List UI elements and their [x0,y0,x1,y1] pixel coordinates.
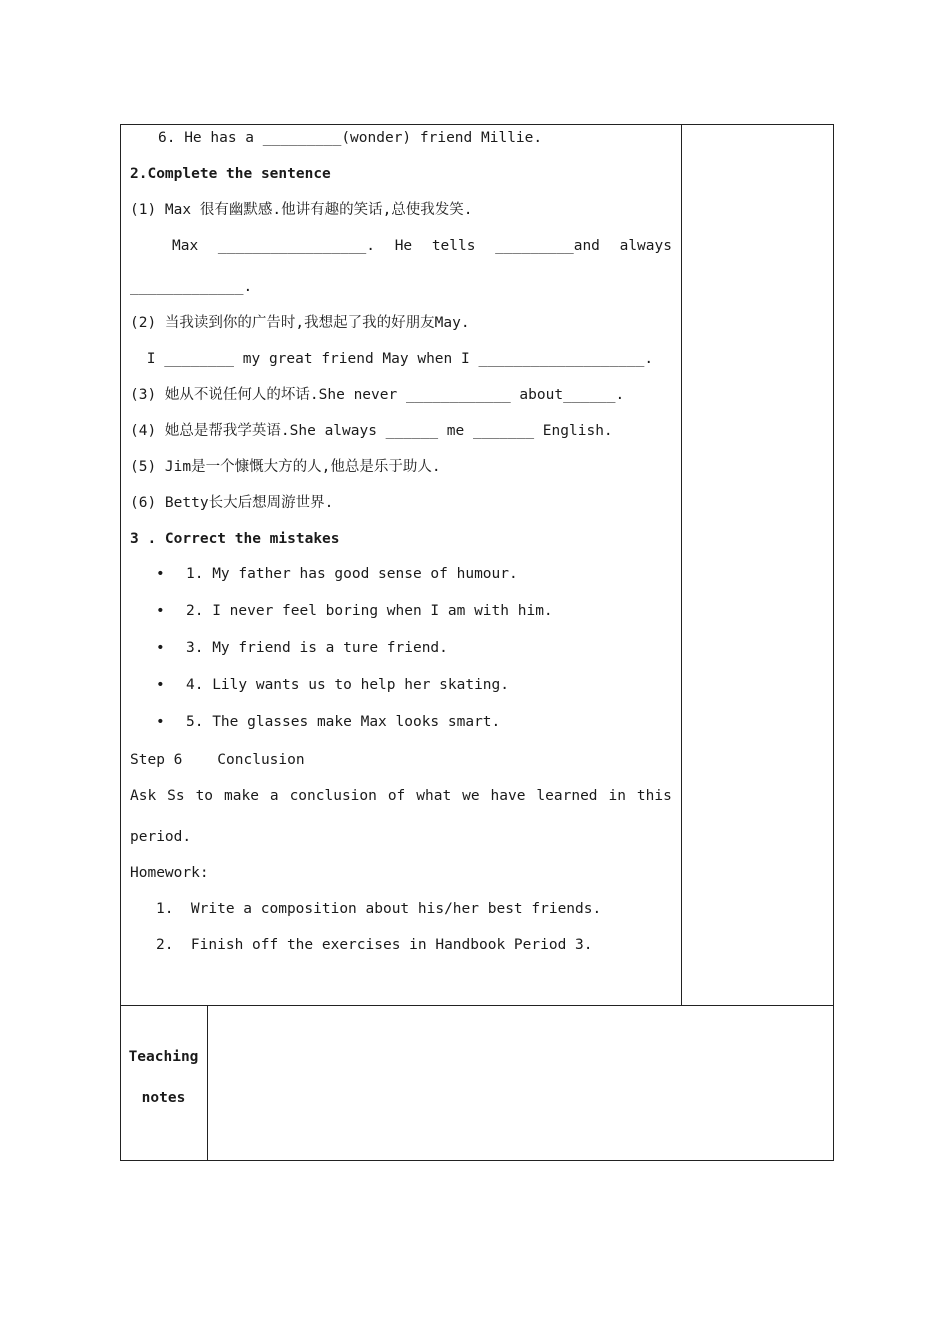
question-2-chinese: (2) 当我读到你的广告时,我想起了我的好朋友May. [130,315,470,331]
text-part: we [462,788,480,804]
bullet-icon: • [156,603,165,619]
mistake-sentence: 2. I never feel boring when I am with him. [186,603,553,619]
bullet-icon: • [156,566,165,582]
question-1-chinese: (1) Max 很有幽默感.他讲有趣的笑话,总使我发笑. [130,202,473,218]
list-item [156,675,509,695]
homework-item: 2. Finish off the exercises in Handbook Period 3. [156,937,593,953]
conclusion-continuation: period. [130,829,192,845]
bullet-icon: • [156,677,165,693]
bullet-icon: • [156,714,165,730]
section-3-title: 3 . Correct the mistakes [130,531,340,547]
question-1-english [172,236,672,256]
text-part: of [387,788,406,804]
step-6-heading: Step 6 Conclusion [130,752,305,768]
text-part: _________________. [217,238,376,254]
text-part: learned [536,788,598,804]
question-5: (5) Jim是一个慷慨大方的人,他总是乐于助人. [130,459,441,475]
mistake-sentence: 5. The glasses make Max looks smart. [186,714,501,730]
question-2-english: I ________ my great friend May when I ___________________. [138,351,654,367]
text-part: conclusion [289,788,377,804]
teaching-notes-label: Teaching [128,1049,199,1065]
teaching-notes-table [120,1005,834,1161]
text-part: have [490,788,526,804]
section-2-title: 2.Complete the sentence [130,166,331,182]
text-part: make [224,788,259,804]
text-part: to [195,788,214,804]
question-3: (3) 她从不说任何人的坏话.She never ____________ about______. [130,387,625,403]
text-part: _________and [495,238,600,254]
text-part: tells [431,238,476,254]
text-part: He [394,238,413,254]
list-item [156,712,500,732]
question-6: (6) Betty长大后想周游世界. [130,495,334,511]
column-divider [207,1006,208,1160]
exercise-item-6: 6. He has a _________(wonder) friend Millie. [158,130,543,146]
question-1-continuation: _____________. [130,279,253,295]
mistake-sentence: 3. My friend is a ture friend. [186,640,448,656]
text-part: Max [172,238,199,254]
mistake-sentence: 4. Lily wants us to help her skating. [186,677,510,693]
text-part: Ask [130,788,157,804]
list-item [156,638,448,658]
homework-item: 1. Write a composition about his/her best friends. [156,901,602,917]
text-part: this [636,788,672,804]
text-part: always [619,238,672,254]
list-item [156,564,518,584]
list-item [156,601,553,621]
question-4: (4) 她总是帮我学英语.She always ______ me _______ English. [130,423,613,439]
text-part: Ss [167,788,185,804]
conclusion-text [130,786,672,806]
column-divider [681,125,682,1005]
homework-title: Homework: [130,865,209,881]
bullet-icon: • [156,640,165,656]
text-part: what [416,788,452,804]
text-part: in [608,788,626,804]
text-part: a [269,788,279,804]
teaching-notes-label: notes [141,1090,186,1106]
mistake-sentence: 1. My father has good sense of humour. [186,566,518,582]
